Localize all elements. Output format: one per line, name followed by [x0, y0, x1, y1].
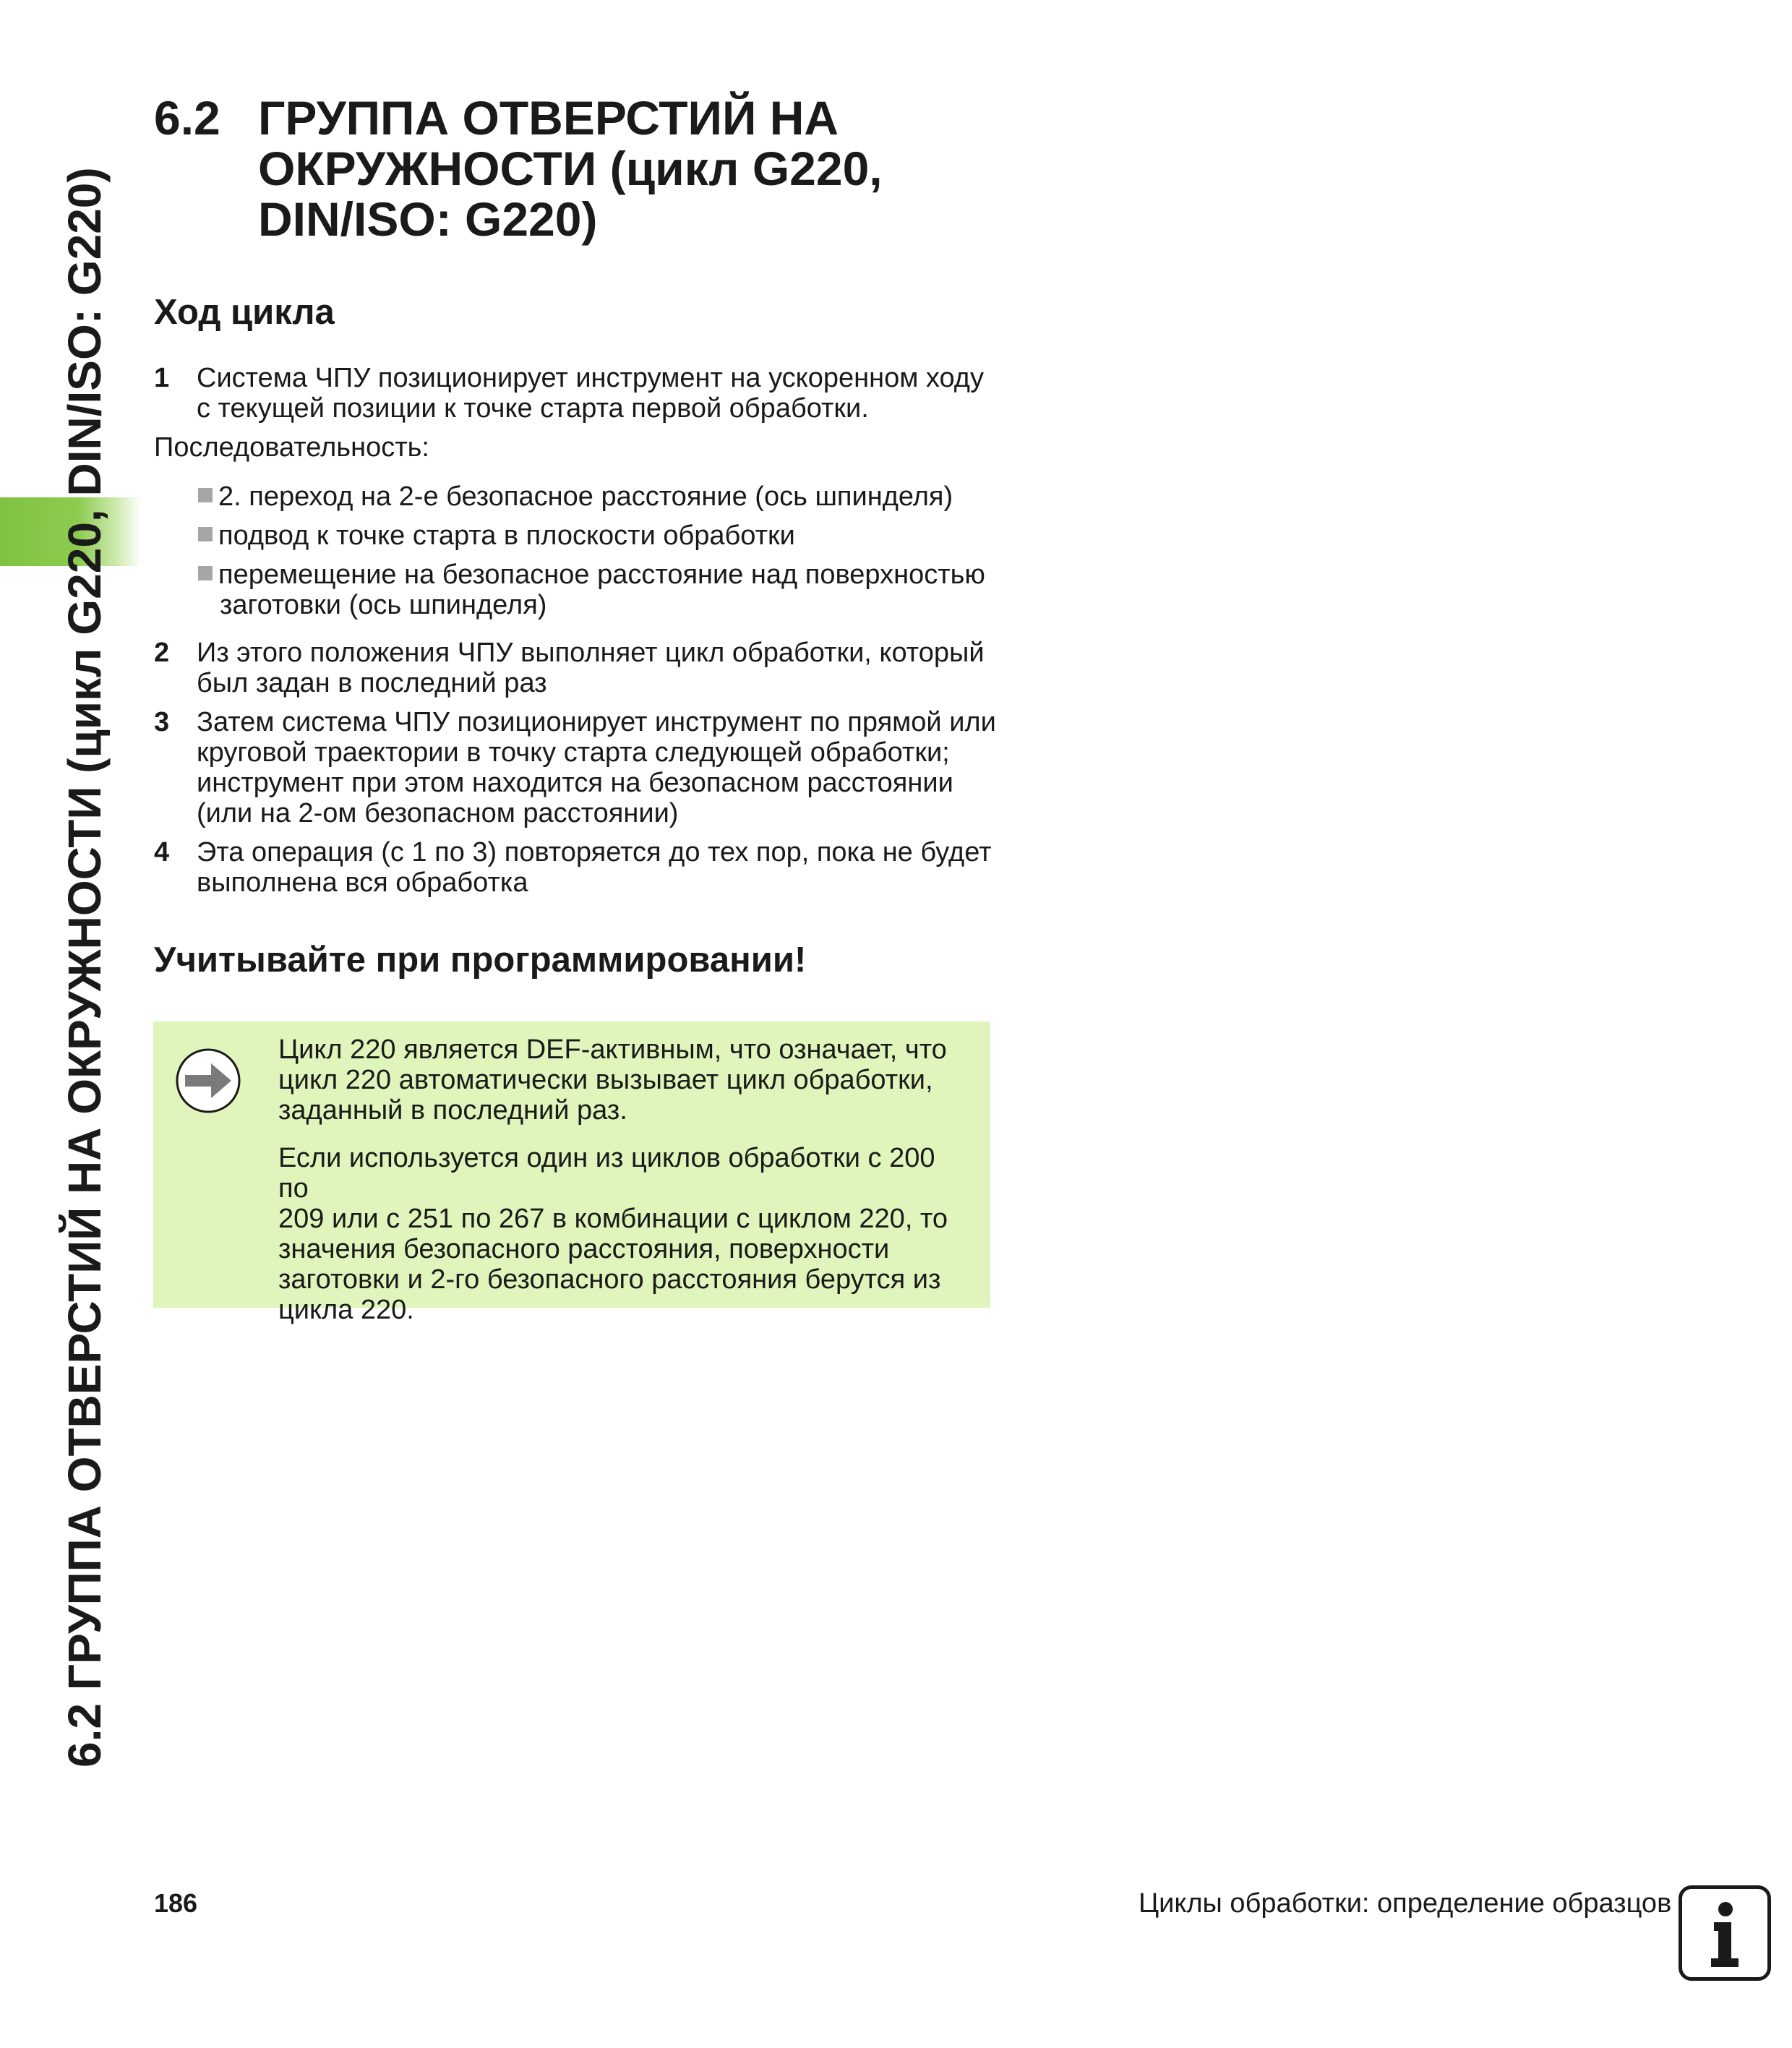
text-line: подвод к точке старта в плоскости обработки: [218, 520, 795, 551]
step-text: [197, 837, 999, 898]
text-line: 209 или с 251 по 267 в комбинации с циклом 220, то: [278, 1204, 948, 1234]
list-item: [198, 520, 993, 551]
step-text: [197, 707, 999, 828]
note-box: [153, 1021, 990, 1325]
subsection-title-cycle: Ход цикла: [154, 293, 335, 332]
text-line: цикл 220 автоматически вызывает цикл обработки,: [278, 1065, 933, 1095]
square-bullet-icon: [198, 488, 213, 502]
square-bullet-icon: [198, 566, 213, 580]
note-paragraph: [278, 1143, 972, 1325]
text-line: Если используется один из циклов обработки с 200 по: [278, 1143, 935, 1204]
text-line: выполнена вся обработка: [197, 867, 528, 898]
text-line: значения безопасного расстояния, поверхности: [278, 1234, 890, 1264]
section-heading: [258, 93, 981, 244]
text-line: Эта операция (с 1 по 3) повторяется до тех пор, пока не будет: [197, 837, 992, 867]
heading-line: ГРУППА ОТВЕРСТИЙ НА: [258, 91, 839, 145]
section-number: 6.2: [154, 91, 220, 145]
subsection-title-programming: Учитывайте при программировании!: [154, 941, 807, 980]
text-line: был задан в последний раз: [197, 668, 547, 698]
info-glyph-icon: [1682, 1889, 1767, 1977]
info-icon: [1679, 1885, 1771, 1981]
arrow-right-icon: [175, 1047, 241, 1114]
step-number: 1: [154, 363, 170, 393]
page-number: 186: [154, 1888, 198, 1918]
step-number: 2: [154, 638, 170, 668]
text-line: Из этого положения ЧПУ выполняет цикл обработки, который: [197, 638, 985, 668]
step-number: 3: [154, 707, 170, 737]
text-line: 2. переход на 2-е безопасное расстояние (ось шпинделя): [218, 481, 953, 512]
text-line: (или на 2-ом безопасном расстоянии): [197, 798, 679, 828]
text-line: с текущей позиции к точке старта первой обработки.: [197, 393, 869, 424]
text-line: инструмент при этом находится на безопасном расстоянии: [197, 768, 953, 798]
side-running-title: 6.2 ГРУППА ОТВЕРСТИЙ НА ОКРУЖНОСТИ (цикл G220, DIN/ISO: G220): [59, 167, 111, 1768]
text-line: заготовки и 2-го безопасного расстояния берутся из: [278, 1264, 941, 1295]
text-line: Система ЧПУ позиционирует инструмент на ускоренном ходу: [197, 363, 984, 393]
text-line: круговой траектории в точку старта следующей обработки;: [197, 737, 950, 768]
list-item: [198, 560, 993, 620]
chapter-title: Циклы обработки: определение образцов: [1139, 1888, 1672, 1919]
step-number: 4: [154, 837, 170, 867]
note-paragraph: [278, 1034, 972, 1126]
text-line: заданный в последний раз.: [278, 1095, 627, 1126]
text-line: Затем система ЧПУ позиционирует инструмент по прямой или: [197, 707, 996, 737]
heading-line: DIN/ISO: G220): [258, 192, 598, 246]
sequence-label: Последовательность:: [154, 432, 429, 463]
square-bullet-icon: [198, 527, 213, 541]
text-line: Цикл 220 является DEF-активным, что означает, что: [278, 1034, 947, 1065]
list-item: [198, 481, 993, 512]
heading-line: ОКРУЖНОСТИ (цикл G220,: [258, 142, 883, 195]
step-text: [197, 363, 999, 424]
text-line: цикла 220.: [278, 1295, 414, 1325]
step-text: [197, 638, 999, 698]
text-line: заготовки (ось шпинделя): [220, 590, 547, 620]
text-line: перемещение на безопасное расстояние над поверхностью: [218, 560, 985, 590]
